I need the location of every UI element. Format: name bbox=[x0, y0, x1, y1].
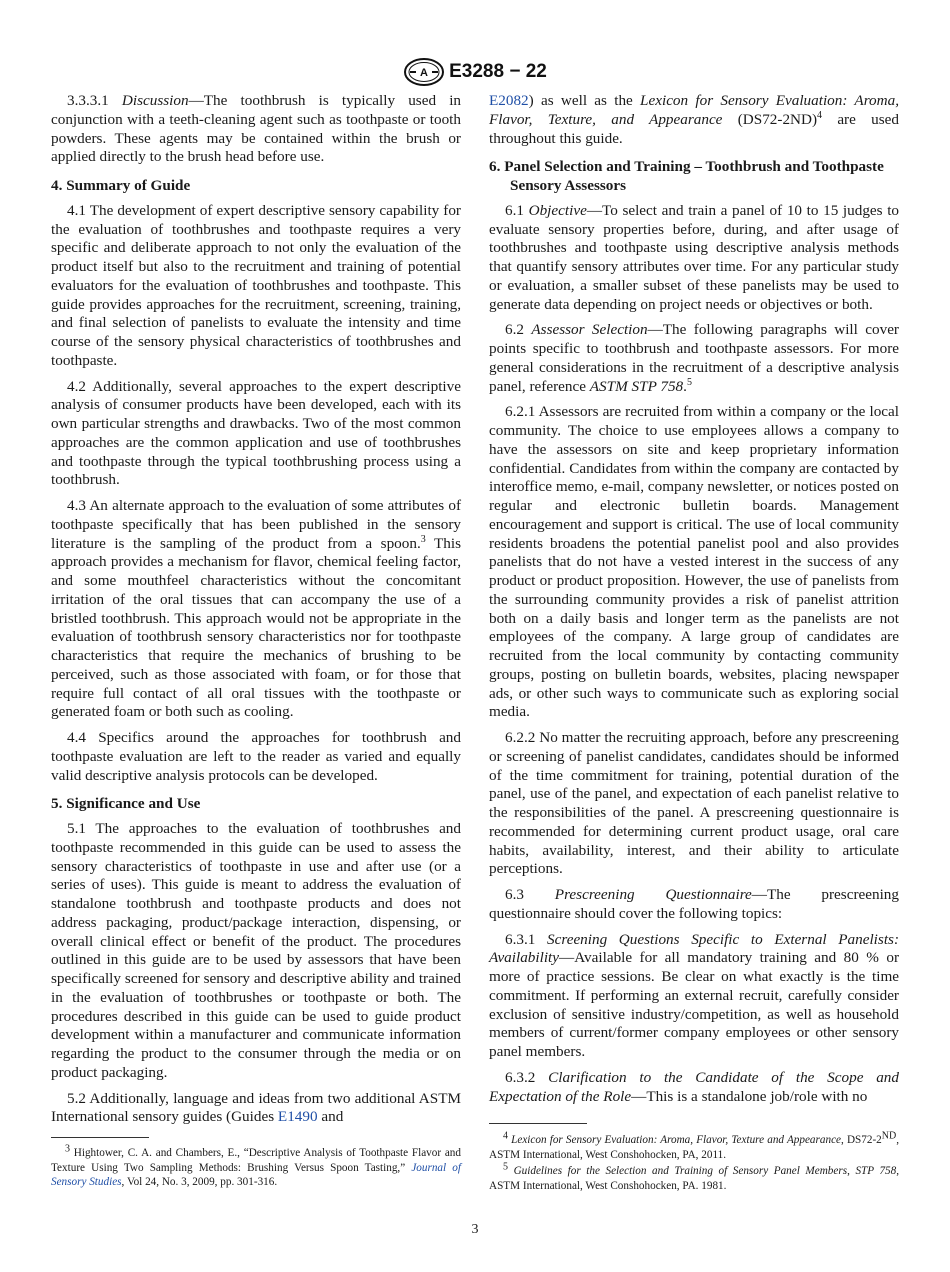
footnote-3: $^3$ Hightower, C. A. and Chambers, E., “Descriptive Analysis of Toothpaste Flavor and Texture Using Two Sampling Methods: Brushing Versus Spoon Tasting,” Journal of Sensory Studies, Vol 24, No. 3, 2009, pp. 301-316. bbox=[51, 1143, 461, 1188]
paragraph-6-3-1: 6.3.1 Screening Questions Specific to External Panelists: Availability—Available for all mandatory training and 80 % or more of practice sessions. Be clear on what exactly is the time commitment. If performing an external recruit, carefully consider exclusion of sensitive industry/competition, as well as household members of current/former company employees or other sensory panel members. bbox=[489, 930, 900, 1060]
journal-link[interactable]: Journal of Sensory Studies bbox=[51, 1161, 461, 1188]
footnote-rule-right bbox=[489, 1123, 587, 1124]
paragraph-4-3: 4.3 An alternate approach to the evaluation of some attributes of toothpaste specifically that has been published in the sensory literature is the sampling of the product from a spoon.$^3$ This approach provides a mechanism for flavor, chemical feeling factor, and some mouthfeel characteristics without the concomitant irritation of the oral tissues that can accompany the use of a bristled toothbrush. This approach would not be appropriate in the evaluation of toothbrush sensory characteristics nor for toothpaste characteristics that require the mechanics of brushing to be perceived, such as those associated with foam, or for those that require full contact of all oral tissues with the toothpaste or generated foam or both such as cooling. bbox=[51, 497, 461, 721]
footnote-rule-left bbox=[51, 1137, 149, 1138]
footnote-ref-5[interactable]: 5 bbox=[686, 376, 692, 388]
paragraph-6-1: 6.1 Objective—To select and train a panel of 10 to 15 judges to evaluate sensory properties before, during, and after usage of toothbrushes and toothpaste using descriptive analysis methods that quantify sensory attributes over time. For any particular study or evaluation, a smaller subset of these panelists may be used to generate data depending on project needs or objectives or both. bbox=[489, 201, 900, 313]
page-number: 3 bbox=[471, 1222, 479, 1237]
e2082-link[interactable]: E2082 bbox=[489, 92, 529, 109]
footnotes-right bbox=[489, 1130, 900, 1195]
section-4-title: 4. Summary of Guide bbox=[51, 177, 191, 194]
paragraph-6-3-2: 6.3.2 Clarification to the Candidate of the Scope and Expectation of the Role—This is a standalone job/role with no bbox=[489, 1068, 899, 1105]
paragraph-6-2: 6.2 Assessor Selection—The following paragraphs will cover points specific to toothbrush and toothpaste assessors. For more general considerations in the recruitment of a descriptive analysis panel, reference ASTM STP 758.$^5$ bbox=[489, 321, 899, 395]
paragraph-4-2: 4.2 Additionally, several approaches to the expert descriptive analysis of consumer products have been developed, each with its own particular strengths and drawbacks. Two of the most common approaches are the common application and use of toothbrushes and toothpaste through the typical toothbrushing process using a toothbrush. bbox=[51, 377, 461, 489]
paragraph-6-3: 6.3 Prescreening Questionnaire—The prescreening questionnaire should cover the following topics: bbox=[489, 886, 899, 922]
paragraph-5-2-continued: E2082) as well as the Lexicon for Sensory Evaluation: Aroma, Flavor, Texture, and Appearance $(DS72-2ND)^4$ are used throughout this guide. bbox=[489, 92, 899, 147]
page-header bbox=[0, 56, 950, 88]
footnote-ref-4[interactable]: 4 bbox=[817, 109, 823, 121]
standard-designation: E3288 − 22 bbox=[449, 61, 547, 82]
footnote-5: $^5$ Guidelines for the Selection and Training of Sensory Panel Members, STP 758, ASTM International, West Conshohocken, PA. 1981. bbox=[489, 1161, 900, 1192]
footnote-ref-3[interactable]: 3 bbox=[420, 533, 426, 545]
paragraph-4-4: 4.4 Specifics around the approaches for toothbrush and toothpaste evaluation are left to the reader as varied and equally valid descriptive analysis protocols can be developed. bbox=[51, 729, 461, 784]
section-6-title: 6. Panel Selection and Training – Toothbrush and Toothpaste Sensory Assessors bbox=[489, 158, 884, 194]
left-column bbox=[51, 92, 461, 1127]
footnotes-left bbox=[51, 1143, 461, 1192]
paragraph-4-1: 4.1 The development of expert descriptive sensory capability for the evaluation of toothbrushes and toothpaste requires a very specific and deliberate approach to not only the evaluation of the product itself but also to the recruitment and training of potential evaluators for the evaluation of toothbrushes and toothpaste. This guide provides approaches for the recruitment, screening, training, and final selection of panelists to evaluate the intensity and time course of the sensory physical characteristics of toothbrushes and toothpaste. bbox=[51, 201, 461, 369]
footnote-4: $^4$ Lexicon for Sensory Evaluation: Aroma, Flavor, Texture and Appearance, DS72-2ND, ASTM International, West Conshohocken, PA, 2011. bbox=[489, 1130, 900, 1161]
e1490-link[interactable]: E1490 bbox=[277, 1108, 318, 1126]
paragraph-6-2-1: 6.2.1 Assessors are recruited from within a company or the local community. The choice to use employees allows a company to have the assessors on site and keep proprietary information confidential. Candidates from within the company are contacted by interoffice memo, e-mail, company newsletter, or notices posted on regular and electronic bulletin boards. Management encouragement and support is critical. The use of local community residents broadens the potential panelist pool and also provides panelists that do not have a vested interest in the success of any product or product proposition. However, the use of panelists from the surrounding community provides a risk of panelist attrition both on a daily basis and longer term as the panelists are not employees of the company. A large group of candidates are recruited from the local community by contacting community groups, posting on bulletin boards, websites, placing newspaper ads, or other such ways to communicate such as exploring social media. bbox=[489, 403, 899, 721]
paragraph-3-3-3-1: 3.3.3.1 Discussion—The toothbrush is typically used in conjunction with a teeth-cleaning agent such as toothpaste or tooth powders. These agents may be contained within the brush or applied directly to the brush head before use. bbox=[51, 92, 462, 166]
astm-logo-icon bbox=[403, 57, 445, 87]
paragraph-6-2-2: 6.2.2 No matter the recruiting approach, before any prescreening or screening of panelist candidates, candidates should be informed of the time commitment for training, potential duration of the panel, use of the panel, and expectation of each panelist relative to the responsibilities of the panel. A prescreening questionnaire is recommended for determining current product usage, oral care habits, availability, interest, and their ability to articulate perceptions. bbox=[489, 729, 899, 878]
paragraph-5-1: 5.1 The approaches to the evaluation of toothbrushes and toothpaste recommended in this guide can be used to assess the sensory characteristics of toothpaste in use and after use (or a series of uses). This guide is meant to address the evaluation of standalone toothbrush and toothpaste products and does not address packaging, product/package interaction, dispensing, or overall clinical effect or benefit of the product. The procedures outlined in this guide are to be used by assessors that have been specifically screened for sensory and descriptive ability and trained in the evaluation of toothbrushes or toothpaste or both. The procedures described in this guide can be used to guide product development within a manufacturer and communicate information regarding the product to the consumer through the media or on product packaging. bbox=[51, 820, 461, 1081]
section-5-title: 5. Significance and Use bbox=[51, 795, 201, 813]
svg-text:A: A bbox=[420, 67, 429, 79]
paragraph-5-2: 5.2 Additionally, language and ideas from two additional ASTM International sensory guides (Guides E1490 and bbox=[51, 1089, 461, 1126]
right-column bbox=[489, 92, 899, 1106]
